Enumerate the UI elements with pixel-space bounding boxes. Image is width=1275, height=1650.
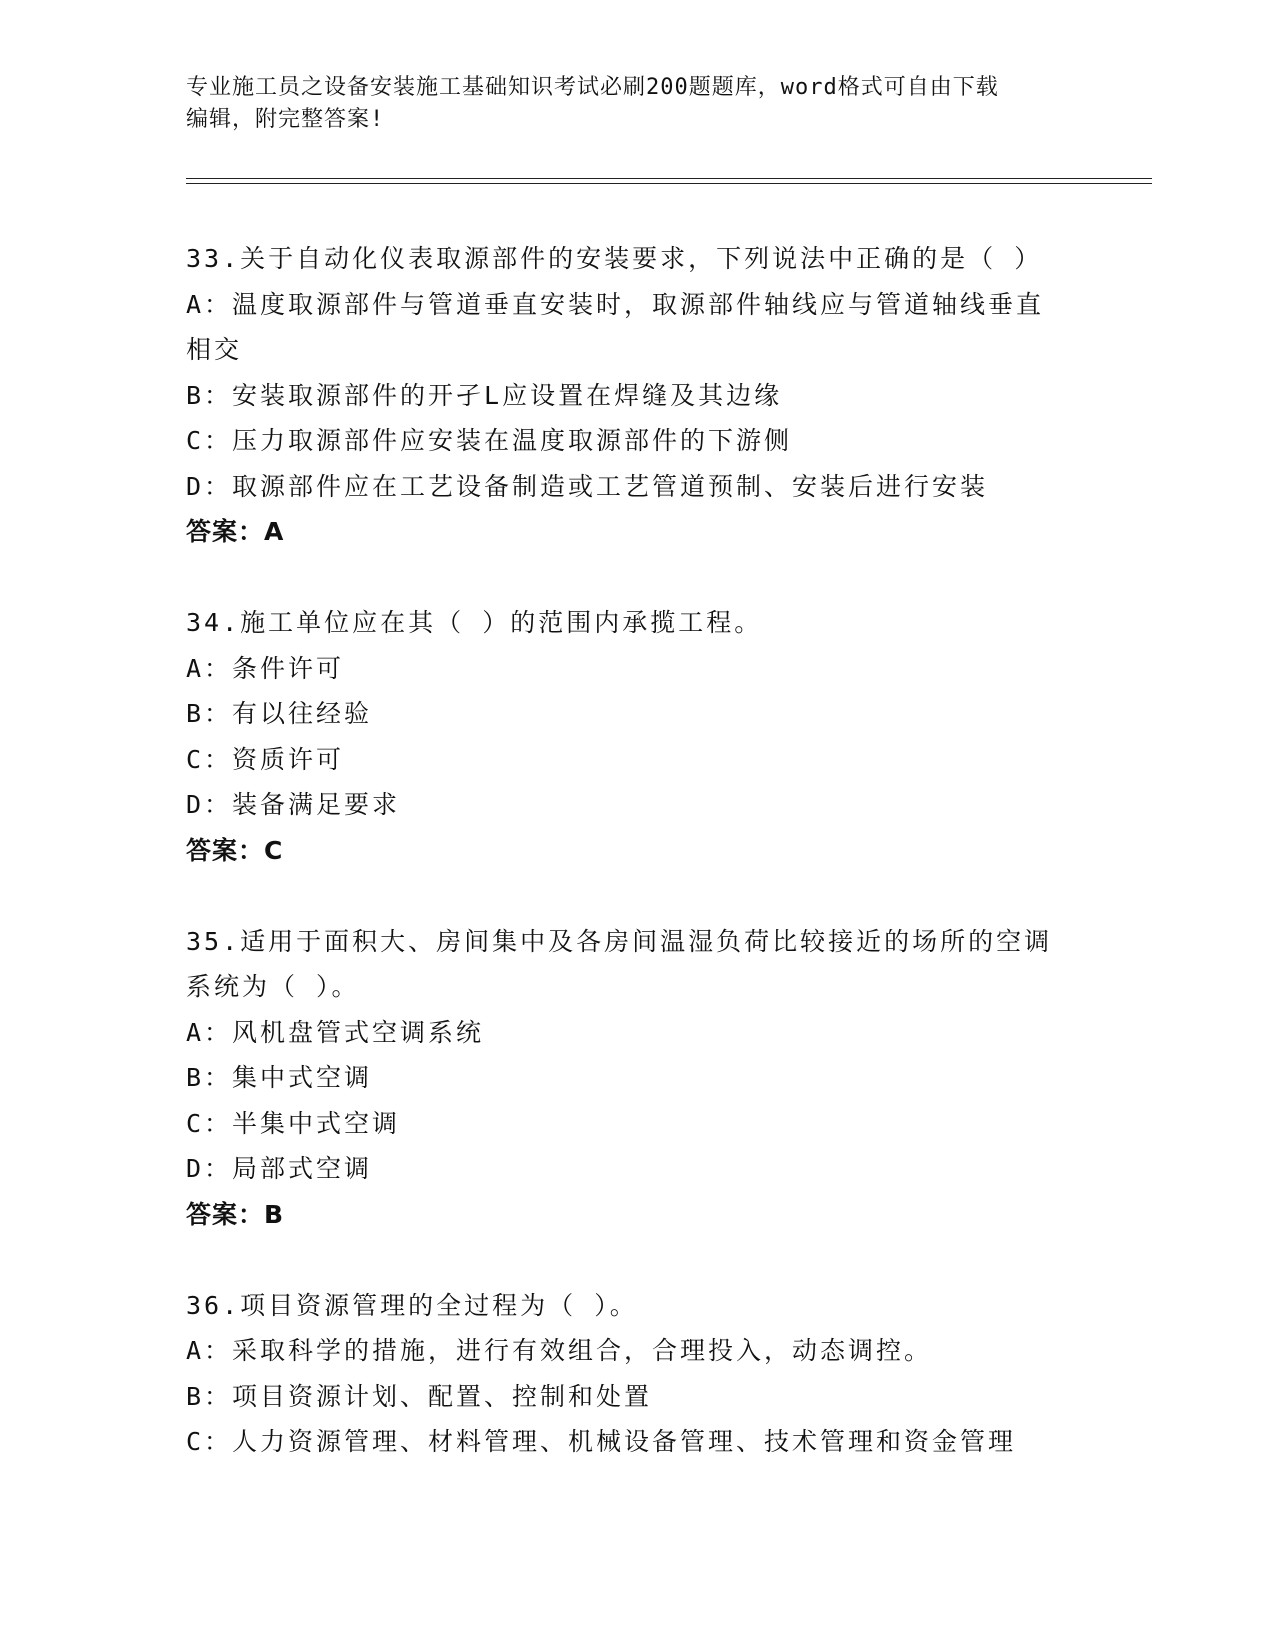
- option-b: B：集中式空调: [186, 1063, 373, 1092]
- option-a: A：采取科学的措施，进行有效组合，合理投入，动态调控。: [186, 1336, 933, 1365]
- option-c: C：资质许可: [186, 744, 345, 774]
- header-divider-bottom: [186, 183, 1152, 184]
- question-stem: 36.项目资源管理的全过程为（ ）。: [186, 1290, 638, 1320]
- option-a: A：风机盘管式空调系统: [186, 1017, 485, 1047]
- question-34: [186, 600, 1086, 873]
- option-b: B：安装取源部件的开孑L应设置在焊缝及其边缘: [186, 380, 783, 410]
- header-divider-top: [186, 178, 1152, 179]
- option-b: B：有以往经验: [186, 699, 373, 728]
- option-a-line-1: A：温度取源部件与管道垂直安装时，取源部件轴线应与管道轴线垂直: [186, 289, 1045, 319]
- answer: 答案：A: [186, 517, 285, 546]
- option-c: C：人力资源管理、材料管理、机械设备管理、技术管理和资金管理: [186, 1427, 1017, 1456]
- option-c: C：压力取源部件应安装在温度取源部件的下游侧: [186, 426, 793, 455]
- document-header: [186, 72, 1066, 136]
- question-36: [186, 1283, 1086, 1465]
- option-d: D：装备满足要求: [186, 790, 401, 819]
- answer: 答案：B: [186, 1199, 285, 1229]
- question-stem: 33.关于自动化仪表取源部件的安装要求，下列说法中正确的是（ ）: [186, 244, 1043, 273]
- question-stem: 34.施工单位应在其（ ）的范围内承揽工程。: [186, 608, 763, 637]
- question-stem-line-1: 35.适用于面积大、房间集中及各房间温湿负荷比较接近的场所的空调: [186, 926, 1053, 956]
- option-d: D：取源部件应在工艺设备制造或工艺管道预制、安装后进行安装: [186, 471, 989, 501]
- question-33: [186, 236, 1086, 555]
- header-line-1: 专业施工员之设备安装施工基础知识考试必刷200题题库，word格式可自由下载: [186, 75, 999, 100]
- answer: 答案：C: [186, 835, 284, 865]
- option-a: A：条件许可: [186, 653, 345, 683]
- option-a: [186, 282, 1086, 373]
- header-line-2: 编辑，附完整答案!: [186, 107, 385, 132]
- question-35: [186, 919, 1086, 1238]
- question-list: [186, 236, 1086, 1510]
- option-a-line-2: 相交: [186, 335, 243, 364]
- option-c: C：半集中式空调: [186, 1108, 401, 1138]
- option-d: D：局部式空调: [186, 1154, 373, 1183]
- question-stem-line-2: 系统为（ ）。: [186, 972, 360, 1001]
- option-b: B：项目资源计划、配置、控制和处置: [186, 1381, 653, 1411]
